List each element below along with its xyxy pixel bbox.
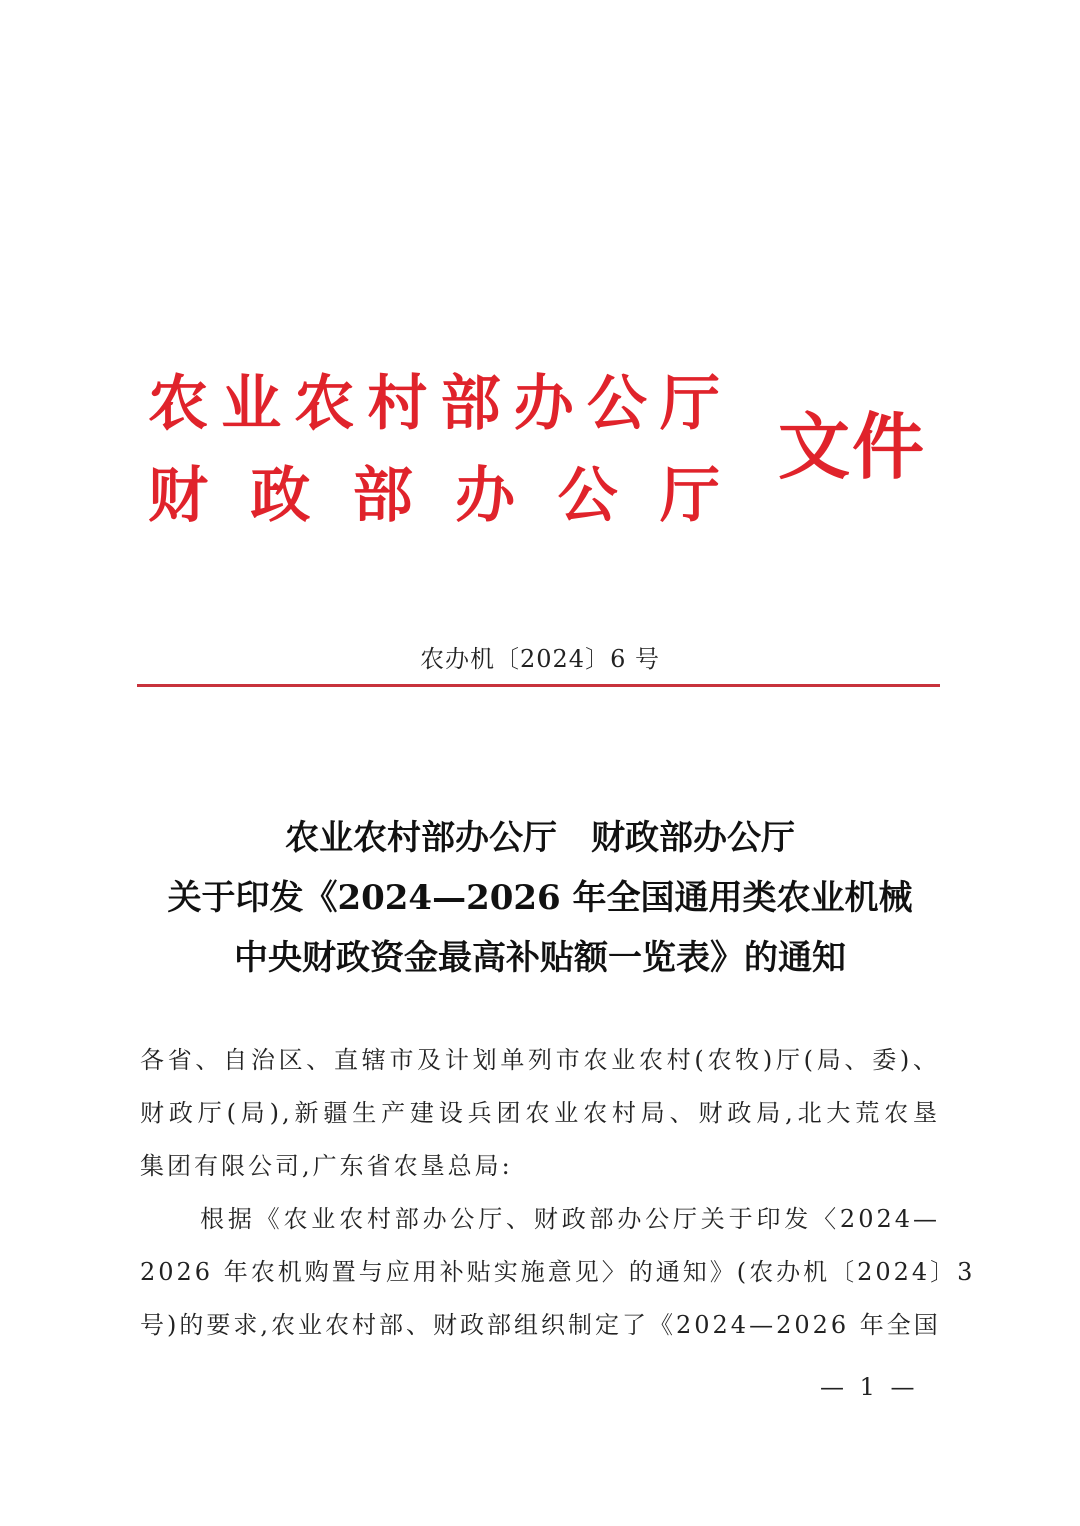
letterhead-char: 办 — [455, 461, 516, 531]
letterhead-char: 业 — [221, 369, 282, 439]
paragraph-line: 根据《农业农村部办公厅、财政部办公厅关于印发〈2024— — [200, 1205, 940, 1233]
paragraph-line: 号)的要求,农业农村部、财政部组织制定了《2024—2026 年全国 — [140, 1311, 941, 1339]
paragraph-line: 2026 年农机购置与应用补贴实施意见〉的通知》(农办机〔2024〕3 — [140, 1258, 976, 1286]
letterhead-char: 公 — [557, 461, 618, 531]
addressee-line: 集团有限公司,广东省农垦总局: — [140, 1152, 513, 1180]
letterhead-char: 政 — [250, 461, 311, 531]
page-number: — 1 — — [820, 1373, 919, 1401]
letterhead-char: 办 — [513, 369, 574, 439]
letterhead-char: 农 — [294, 369, 355, 439]
document-number: 农办机〔2024〕6 号 — [420, 645, 660, 673]
letterhead-char: 村 — [367, 369, 428, 439]
red-letterhead — [148, 368, 948, 538]
addressee-line: 财政厅(局),新疆生产建设兵团农业农村局、财政局,北大荒农垦 — [140, 1099, 940, 1127]
letterhead-char: 厅 — [659, 461, 720, 531]
letterhead-document-label: 文件 — [778, 404, 927, 489]
addressee-line: 各省、自治区、直辖市及计划单列市农业农村(农牧)厅(局、委)、 — [140, 1046, 940, 1074]
red-divider-rule — [137, 684, 940, 687]
title-line: 农业农村部办公厅 财政部办公厅 — [285, 818, 795, 858]
letterhead-char: 厅 — [659, 369, 720, 439]
letterhead-char: 农 — [148, 369, 208, 439]
title-line: 中央财政资金最高补贴额一览表》的通知 — [234, 938, 846, 978]
letterhead-char: 公 — [586, 369, 647, 439]
letterhead-char: 部 — [352, 461, 413, 531]
title-line: 关于印发《2024—2026 年全国通用类农业机械 — [167, 878, 913, 918]
document-body — [140, 1034, 976, 1352]
letterhead-char: 部 — [440, 369, 501, 439]
letterhead-char: 财 — [148, 461, 208, 531]
document-title — [0, 808, 1080, 988]
letterhead-issuer-2 — [148, 460, 720, 532]
letterhead-issuer-1 — [148, 368, 720, 440]
